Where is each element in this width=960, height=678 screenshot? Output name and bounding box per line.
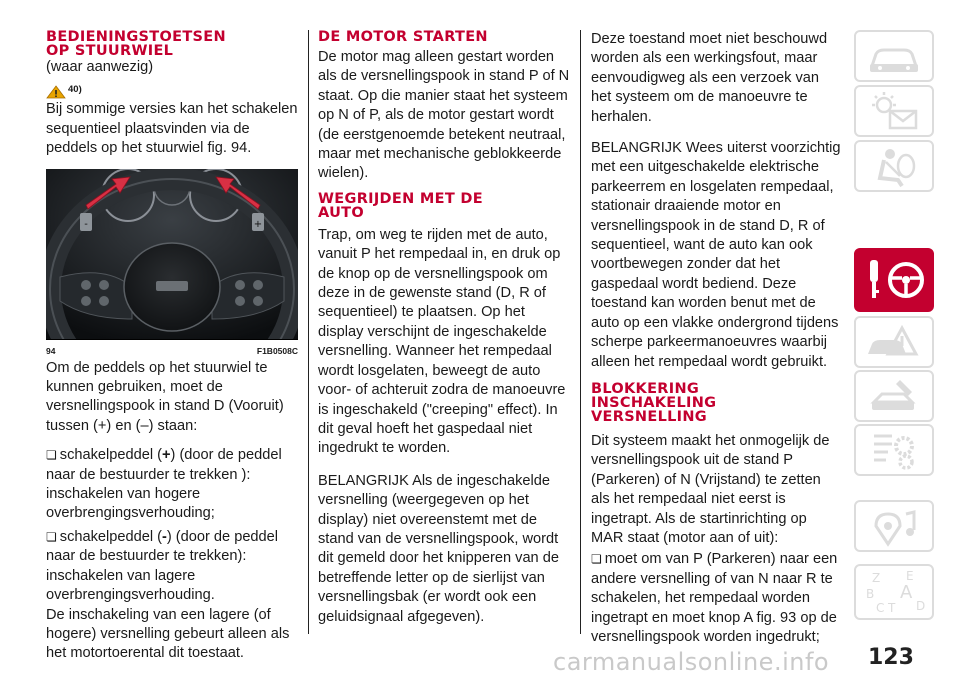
maintenance-icon <box>856 372 932 420</box>
paddles-usage-paragraph: Om de peddels op het stuurwiel te kunnen gebruiken, moet de versnellingspook in stand D (Vooruit) tussen (+) en (–) staan: <box>46 359 284 434</box>
warning-lights-icon <box>856 87 932 135</box>
tab-safety[interactable] <box>854 140 934 192</box>
steering-wheel-photo <box>46 169 298 339</box>
index-letter: A <box>900 582 913 603</box>
column-right <box>591 30 843 657</box>
section-heading-start-engine: DE MOTOR STARTEN <box>318 29 488 45</box>
drive-off-paragraph: Trap, om weg te rijden met de auto, vanuit P het rempedaal in, en druk op de knop op de versnellingspook om deze in de gewenste stand (D, R of sequentieel) te plaatsen. Op het display verschijnt de ingeschakelde versnelling. Wanneer het rempedaal wordt losgelaten, beweegt de auto voor- of achteruit zodra de manoeuvre is ingeschakeld ("creeping" effect). In dit geval hoeft het gaspedaal niet ingedrukt te worden. <box>318 226 566 457</box>
svg-text:-: - <box>84 218 88 230</box>
steering-wheel-illustration <box>46 169 298 339</box>
breakdown-icon <box>856 318 932 366</box>
key-steering-wheel-icon <box>856 250 932 310</box>
index-letter: C <box>876 601 885 615</box>
warning-triangle-icon <box>46 85 66 99</box>
figure-caption <box>46 339 298 356</box>
seat-airbag-icon <box>856 142 932 190</box>
tab-warning-lights[interactable] <box>854 85 934 137</box>
tab-multimedia[interactable] <box>854 500 934 552</box>
figure-94 <box>46 169 298 356</box>
column-divider <box>308 30 309 634</box>
start-engine-paragraph: De motor mag alleen gestart worden als de versnellingspook in stand P of N staat. Op die manier staat het systeem op N of P, als de motor gestart wordt (de eerstgenoemde betekent neutraal, maar met mechanische geblokkeerde wielen). <box>318 49 570 182</box>
warning-reference <box>46 85 298 99</box>
alphabetical-index-icon <box>856 566 932 618</box>
rpm-condition-paragraph: De inschakeling van een lagere (of hogere) versnelling gebeurt alleen als het motortoerental dit toestaat. <box>46 606 290 662</box>
gear-lock-paragraph: Dit systeem maakt het onmogelijk de versnellingspook uit de stand P (Parkeren) of N (Vrijstand) te zetten als het rempedaal niet eerst is ingetrapt. Als de startinrichting op MAR staat (motor aan of uit): <box>591 432 830 546</box>
bullet-gear-lock: ❏ moet om van P (Parkeren) naar een andere versnelling of van N naar R te schakelen, het rempedaal worden ingetrapt en moet knop A fig. 93 op de versnellingspook worden ingedrukt; <box>591 550 843 647</box>
multimedia-icon <box>856 502 932 550</box>
index-letter: T <box>888 601 896 615</box>
section-heading-gear-lock: BLOKKERING INSCHAKELING VERSNELLING <box>591 380 717 425</box>
intro-paragraph: Bij sommige versies kan het schakelen sequentieel plaatsvinden via de peddels op het stuurwiel fig. 94. <box>46 101 298 157</box>
section-heading-drive-off: WEGRIJDEN MET DE AUTO <box>318 190 483 221</box>
column-divider <box>580 30 581 634</box>
important-note-paragraph: BELANGRIJK Als de ingeschakelde versnelling (weergegeven op het display) niet overeenstemt met de stand van de versnellingspook, wordt dit gemeld door het knipperen van de betreffende letter op de sierlijst van versnellingsbak (er wordt ook een geluidsignaal afgegeven). <box>318 472 559 625</box>
bullet-downshift: ❏ schakelpeddel (-) (door de peddel naar de bestuurder te trekken): inschakelen van lagere overbrengingsverhouding. <box>46 528 298 606</box>
figure-code: F1B0508C <box>256 345 298 356</box>
specs-gears-icon <box>856 426 932 474</box>
watermark: carmanualsonline.info <box>553 648 830 676</box>
index-letter: B <box>866 587 875 601</box>
index-letter: Z <box>872 571 881 585</box>
figure-number: 94 <box>46 345 56 356</box>
tab-breakdown[interactable] <box>854 316 934 368</box>
column-middle <box>318 30 570 637</box>
tab-technical-specs[interactable] <box>854 424 934 476</box>
tab-dashboard[interactable] <box>854 30 934 82</box>
svg-text:+: + <box>253 218 263 230</box>
tab-starting-driving[interactable] <box>854 248 934 312</box>
tab-maintenance[interactable] <box>854 370 934 422</box>
car-dashboard-icon <box>856 32 932 80</box>
section-heading-steering-controls: BEDIENINGSTOETSEN OP STUURWIEL <box>46 29 226 59</box>
system-request-paragraph: Deze toestand moet niet beschouwd worden als een werkingsfout, maar eenvoudigweg als een verzoek van het systeem om de manoeuvre te herhalen. <box>591 31 828 125</box>
section-subtitle: (waar aanwezig) <box>46 59 154 75</box>
page-number: 123 <box>868 645 914 670</box>
index-letter: E <box>906 569 914 583</box>
important-parking-paragraph: BELANGRIJK Wees uiterst voorzichtig met een uitgeschakelde elektrische parkeerrem en losgelaten rempedaal, stationair draaiende motor en versnellingspook in de stand D, R of sequentieel, want de auto kan ook voortbewegen zonder dat het gaspedaal wordt bediend. Deze toestand kan worden benut met de auto op een vlakke ondergrond tijdens scherpe parkeermanoeuvres waarbij alleen het rempedaal wordt gebruikt. <box>591 140 841 370</box>
column-left <box>46 30 298 674</box>
tab-alphabetical-index[interactable] <box>854 564 934 620</box>
warning-ref-number: 40) <box>68 84 82 95</box>
bullet-upshift: ❏ schakelpeddel (+) (door de peddel naar de bestuurder te trekken ): inschakelen van hogere overbrengingsverhouding; <box>46 446 298 524</box>
index-letter: D <box>916 599 926 613</box>
